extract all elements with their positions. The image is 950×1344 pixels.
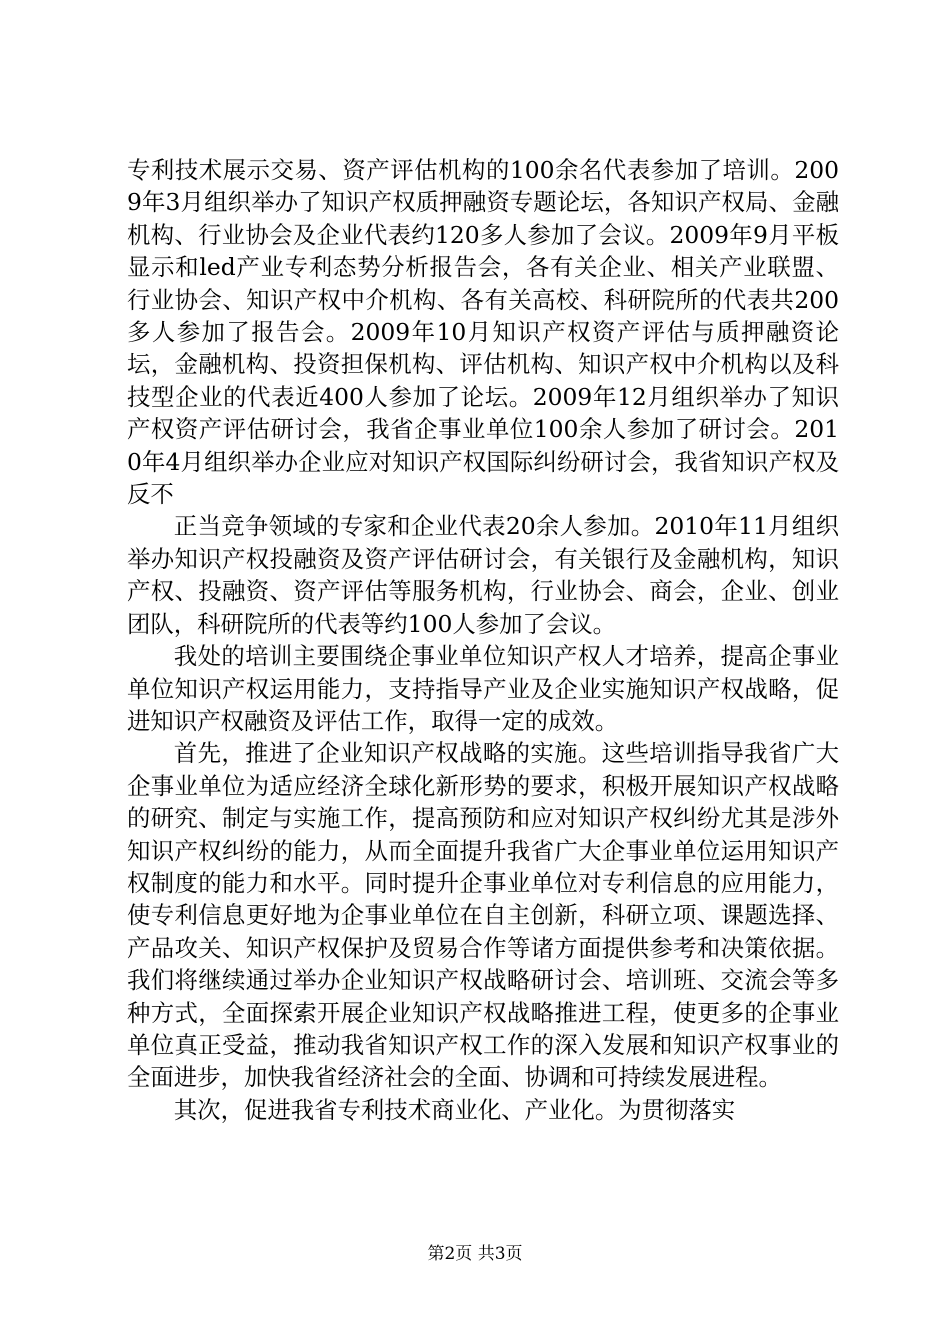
page-footer: 第2页 共3页 xyxy=(427,1244,523,1264)
paragraph-2: 正当竞争领域的专家和企业代表20余人参加。2010年11月组织举办知识产权投融资及资产评估研讨会，有关银行及金融机构，知识产权、投融资、资产评估等服务机构，行业协会、商会，企业、创业团队，科研院所的代表等约100人参加了会议。 xyxy=(127,512,839,638)
paragraph-5: 其次，促进我省专利技术商业化、产业化。为贯彻落实 xyxy=(173,1095,736,1124)
document-body xyxy=(127,154,839,1126)
paragraph-4: 首先，推进了企业知识产权战略的实施。这些培训指导我省广大企事业单位为适应经济全球化新形势的要求，积极开展知识产权战略的研究、制定与实施工作，提高预防和应对知识产权纠纷尤其是涉外知识产权纠纷的能力，从而全面提升我省广大企事业单位运用知识产权制度的能力和水平。同时提升企事业单位对专利信息的应用能力，使专利信息更好地为企事业单位在自主创新，科研立项、课题选择、产品攻关、知识产权保护及贸易合作等诸方面提供参考和决策依据。我们将继续通过举办企业知识产权战略研讨会、培训班、交流会等多种方式，全面探索开展企业知识产权战略推进工程，使更多的企事业单位真正受益，推动我省知识产权工作的深入发展和知识产权事业的全面进步，加快我省经济社会的全面、协调和可持续发展进程。 xyxy=(127,739,839,1092)
paragraph-1: 专利技术展示交易、资产评估机构的100余名代表参加了培训。2009年3月组织举办了知识产权质押融资专题论坛，各知识产权局、金融机构、行业协会及企业代表约120多人参加了会议。2009年9月平板显示和led产业专利态势分析报告会，各有关企业、相关产业联盟、行业协会、知识产权中介机构、各有关高校、科研院所的代表共200多人参加了报告会。2009年10月知识产权资产评估与质押融资论坛，金融机构、投资担保机构、评估机构、知识产权中介机构以及科技型企业的代表近400人参加了论坛。2009年12月组织举办了知识产权资产评估研讨会，我省企事业单位100余人参加了研讨会。2010年4月组织举办企业应对知识产权国际纠纷研讨会，我省知识产权及反不 xyxy=(127,156,839,509)
paragraph-3: 我处的培训主要围绕企事业单位知识产权人才培养，提高企事业单位知识产权运用能力，支持指导产业及企业实施知识产权战略，促进知识产权融资及评估工作，取得一定的成效。 xyxy=(127,642,839,735)
